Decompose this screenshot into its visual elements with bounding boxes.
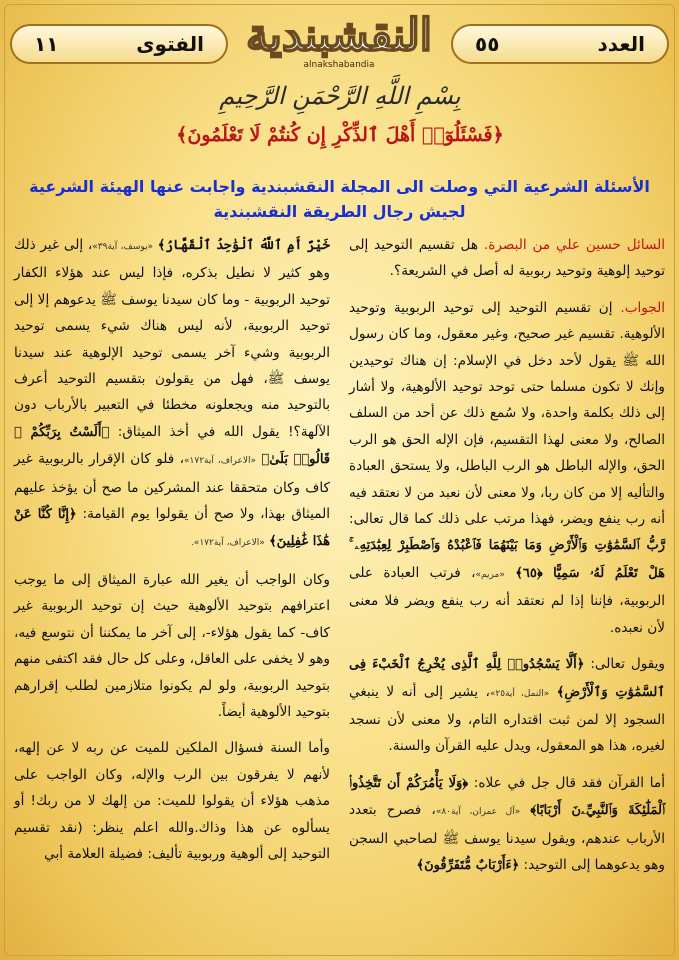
answer-paragraph-3 xyxy=(349,770,665,880)
opening-verse: ﴿فَسْئَلُوٓا۟ أَهْلَ ٱلذِّكْرِ إِن كُنتُمْ لَا تَعْلَمُونَ﴾ xyxy=(176,124,504,146)
answer-text-3-end: ، فصرح بتعدد الأرباب عندهم، ويقول سيدنا يوسف ﷺ لصاحبي السجن وهو يدعوهما إلى التوحيد: xyxy=(349,802,665,873)
citation-2: «النمل، آية٢٥» xyxy=(489,688,550,699)
answer-text-3-start: أما القرآن فقد قال جل في علاه: xyxy=(473,774,665,791)
fatwa-number: ١١ xyxy=(34,32,59,56)
answer-label: الجواب. xyxy=(620,299,665,316)
quran-quote-5: خَيْرٌ أَمِ ٱللَّهُ ٱلْوَٰحِدُ ٱلْقَهَّارُ﴾ xyxy=(157,238,330,253)
quran-quote-1: رَّبُّ ٱلسَّمَٰوَٰتِ وَٱلْأَرْضِ وَمَا بَيْنَهُمَا فَٱعْبُدْهُ وَٱصْطَبِرْ لِعِبَٰدَتِهِۦ ۚ هَلْ تَعْلَمُ لَهُۥ سَمِيًّا ﴿٦٥﴾ xyxy=(349,538,665,581)
logo-title: النقشبندية xyxy=(246,10,432,61)
issue-label: العدد xyxy=(597,32,645,56)
left-paragraph-1 xyxy=(14,232,330,557)
quran-quote-6: ﴿أَلَسْتُ بِرَبِّكُمْ ۖ قَالُوا۟ بَلَىٰ﴾ xyxy=(14,424,330,468)
issue-badge xyxy=(451,24,669,64)
magazine-logo xyxy=(232,6,446,86)
issue-number: ٥٥ xyxy=(475,32,500,56)
asker-label: السائل حسين علي من البصرة. xyxy=(483,237,666,253)
quran-quote-2: ﴿أَلَّا يَسْجُدُوا۟ لِلَّهِ ٱلَّذِى يُخْرِجُ ٱلْخَبْءَ فِى ٱلسَّمَٰوَٰتِ وَٱلْأَرْضِ﴾ xyxy=(349,657,666,700)
question-text: هل تقسيم التوحيد إلى توحيد إلوهية وتوحيد ربوبية له أصل في الشريعة؟. xyxy=(349,237,665,280)
basmala: بِسْمِ اللَّهِ الرَّحْمَنِ الرَّحِيمِ xyxy=(219,82,461,110)
logo-subtitle: alnakshabandia xyxy=(303,60,375,70)
quran-quote-7: ﴿إِنَّا كُنَّا عَنْ هَٰذَا غَٰفِلِينَ﴾ xyxy=(14,507,330,550)
page-headline xyxy=(20,174,659,224)
fatwa-badge xyxy=(10,24,228,64)
citation-3: «آل عمران، آية٨٠» xyxy=(435,807,521,818)
answer-paragraph-1 xyxy=(349,295,665,641)
right-column xyxy=(349,232,665,889)
left-text-1-end: ، فلو كان الإقرار بالربوبية غير كاف وكان متحققا عند المشركين ما صح أن يؤخذ عليهم الميثاق بهذا، ولا صح أن يقولوا يوم القيامة: xyxy=(14,451,330,523)
quran-quote-3: ﴿وَلَا يَأْمُرَكُمْ أَن تَتَّخِذُوا۟ ٱلْمَلَٰٓئِكَةَ وَٱلنَّبِيِّۦنَ أَرْبَابًا﴾ xyxy=(349,775,665,819)
answer-text-1: إن تقسيم التوحيد إلى توحيد الربوبية وتوحيد الألوهية. تقسيم غير صحيح، وغير معقول، وما كان رسول الله ﷺ يقول لأحد دخل في الإسلام: إن هناك توحيدين وإنك لا تكون مسلما حتى توحد توحيد الألوهية، ولا أشار إلى ذلك بكلمة واحدة، ولا سُمع ذلك عن أحد من السلف الصالح، ولا معنى لهذا التقسيم، فإن الإله الحق هو الرب الحق، والإله الباطل هو الرب الباطل، ولا يستحق العبادة والتأليه إلا من كان ربا، ولا معنى لأن نعبد من لا نعتقد فيه أنه رب ينفع ويضر، فهذا مرتب على ذلك كما قال تعالى: xyxy=(349,299,665,528)
answer-text-2-start: ويقول تعالى: xyxy=(590,656,665,673)
citation-1: «مريم» xyxy=(475,569,505,580)
left-text-1: ، إلى غير ذلك وهو كثير لا نطيل بذكره، فإذا ليس عند هؤلاء الكفار توحيد الربوبية - وما كان سيدنا يوسف ﷺ يدعوهم إلا إلى توحيد الربوبية، لأنه ليس هناك شيء يسمى توحيد الربوبية وشيء آخر يسمى توحيد الإلوهية عند سيدنا يوسف ﷺ، فهل من يقولون بتقسيم التوحيد أعرف بالتوحيد منه ويجعلونه مخطئا في التعبير بالأرباب دون الآلهة؟! يقول الله في أخذ الميثاق: xyxy=(14,237,330,440)
left-paragraph-2: وكان الواجب أن يغير الله عبارة الميثاق إلى ما يوجب اعترافهم بتوحيد الألوهية حيث إن توحيد الربوبية غير كاف- كما يقول هؤلاء-، إلى آخر ما يمكننا أن نتوسع فيه، وهو لا يخفى على العاقل، وعلى كل حال فقد اكتفى منهم بتوحيد الربوبية، ولو لم يكونوا متلازمين لطلب إقرارهم بتوحيد الألوهية أيضاً. xyxy=(14,571,330,720)
answer-text-2-end: ، يشير إلى أنه لا ينبغي السجود إلا لمن ثبت اقتداره التام، ولا معنى لأن نسجد لغيره، هذا هو المعقول، ويدل عليه القرآن والسنة. xyxy=(349,683,665,755)
headline-line-1: الأسئلة الشرعية التي وصلت الى المجلة النقشبندية واجابت عنها الهيئة الشرعية xyxy=(29,177,650,196)
answer-text-1-end: ، فرتب العبادة على الربوبية، فإننا إذا لم نعتقد أنه رب ينفع ويضر فلا معنى لأن نعبده. xyxy=(349,564,665,636)
left-paragraph-3: وأما السنة فسؤال الملكين للميت عن ربه لا عن إلهه، لأنهم لا يفرقون بين الرب والإله، وكان الواجب على مذهب هؤلاء أن يقولوا للميت: من إلهك لا من ربك! أو يسألوه عن هذا وذاك.والله اعلم ينظر: (نقد تقسيم التوحيد إلى ألوهية وربوبية تأليف: فضيلة العلامة أبي xyxy=(14,740,330,862)
citation-7: «الاعراف، آية١٧٢». xyxy=(190,538,265,549)
quran-quote-4: ﴿ءَأَرْبَابٌ مُّتَفَرِّقُونَ﴾ xyxy=(416,857,520,873)
answer-paragraph-2 xyxy=(349,651,665,760)
citation-5: «يوسف، آية٣٩» xyxy=(92,242,154,252)
headline-line-2: لجيش رجال الطريقة النقشبندية xyxy=(213,202,466,221)
fatwa-label: الفتوى xyxy=(136,32,204,56)
question-paragraph xyxy=(349,232,665,285)
left-column xyxy=(14,232,330,877)
citation-6: «الاعراف، آية١٧٢» xyxy=(184,456,257,467)
